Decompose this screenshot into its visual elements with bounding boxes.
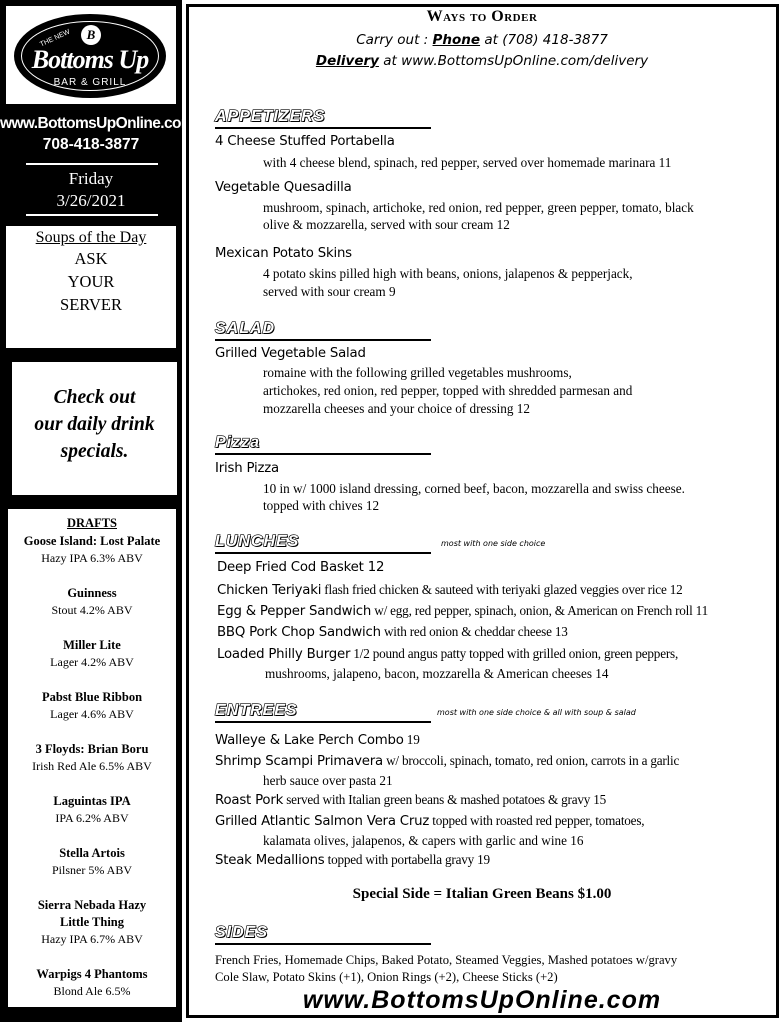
section-note: most with one side choice & all with soup & salad	[437, 708, 636, 717]
item-desc: topped with portabella gravy 19	[324, 852, 490, 867]
item-desc: mushroom, spinach, artichoke, red onion, red pepper, green pepper, tomato, black	[263, 200, 694, 215]
section-rule	[215, 721, 431, 723]
item-name: BBQ Pork Chop Sandwich	[217, 625, 381, 640]
item-desc: with red onion & cheddar cheese 13	[380, 624, 568, 639]
menu-item	[217, 624, 568, 640]
divider	[26, 214, 158, 216]
logo-subtitle: BAR & GRILL	[53, 77, 127, 88]
soups-title: Soups of the Day	[35, 229, 147, 246]
logo	[14, 14, 166, 98]
draft-name: Miller Lite	[63, 638, 121, 652]
item-desc: artichokes, red onion, red pepper, topped with shredded parmesan and	[263, 383, 633, 398]
item-desc: served with Italian green beans & mashed potatoes & gravy 15	[283, 792, 607, 807]
draft-item	[8, 966, 176, 1000]
sides-line: French Fries, Homemade Chips, Baked Potato, Steamed Veggies, Mashed potatoes w/gravy	[215, 953, 678, 967]
draft-style: Blond Ale 6.5%	[53, 984, 131, 998]
delivery-link[interactable]: at www.BottomsUpOnline.com/delivery	[378, 53, 649, 69]
left-sidebar	[0, 0, 195, 1022]
section-salad	[215, 320, 435, 342]
menu-item	[215, 792, 606, 808]
draft-style: Irish Red Ale 6.5% ABV	[32, 759, 152, 773]
menu-date: 3/26/2021	[56, 191, 126, 210]
menu-item: Vegetable Quesadilla	[215, 180, 352, 195]
section-rule	[215, 339, 431, 341]
carry-out-prefix: Carry out :	[356, 32, 433, 48]
item-desc: 10 in w/ 1000 island dressing, corned beef, bacon, mozzarella and swiss cheese.	[263, 481, 685, 496]
menu-item: Grilled Vegetable Salad	[215, 346, 366, 361]
delivery-label: Delivery	[315, 53, 379, 69]
soups-line: ASK	[74, 249, 108, 268]
menu-item	[215, 852, 490, 868]
special-side: Special Side = Italian Green Beans $1.00	[352, 886, 612, 902]
draft-name: Warpigs 4 Phantoms	[36, 967, 148, 981]
specials-line: our daily drink	[34, 414, 155, 435]
footer-website-link[interactable]: www.BottomsUpOnline.com	[302, 986, 662, 1014]
draft-style: Stout 4.2% ABV	[51, 603, 133, 617]
menu-item: Irish Pizza	[215, 461, 279, 476]
draft-item	[8, 637, 176, 671]
logo-the-new: THE NEW	[39, 28, 72, 49]
item-desc: herb sauce over pasta 21	[263, 773, 393, 788]
draft-style: Pilsner 5% ABV	[51, 863, 132, 877]
draft-name: Laguintas IPA	[53, 794, 131, 808]
menu-item	[215, 753, 679, 769]
item-desc: served with sour cream 9	[263, 284, 396, 299]
menu-item	[217, 582, 683, 598]
draft-name: Stella Artois	[59, 846, 125, 860]
section-label: LUNCHES	[215, 533, 300, 550]
soups-line: YOUR	[67, 272, 115, 291]
carry-out-phone-label: Phone	[432, 32, 481, 48]
menu-main	[182, 0, 782, 1022]
menu-item: 4 Cheese Stuffed Portabella	[215, 134, 395, 149]
draft-item	[8, 897, 176, 948]
section-rule	[215, 453, 431, 455]
draft-name-line2: Little Thing	[59, 915, 125, 929]
draft-style: Hazy IPA 6.3% ABV	[41, 551, 143, 565]
item-desc: 4 potato skins pilled high with beans, onions, jalapenos & pepperjack,	[263, 266, 633, 281]
menu-item	[215, 813, 644, 829]
menu-item	[217, 603, 708, 619]
carry-out-line	[182, 32, 782, 48]
draft-item	[8, 741, 176, 775]
section-note: most with one side choice	[441, 539, 546, 548]
menu-item	[217, 646, 678, 662]
section-entrees	[215, 702, 675, 724]
specials-line: Check out	[53, 387, 136, 408]
section-label: SIDES	[215, 924, 269, 941]
menu-day: Friday	[68, 169, 114, 188]
drink-specials-panel	[12, 362, 177, 495]
draft-item	[8, 845, 176, 879]
item-desc: mushrooms, jalapeno, bacon, mozzarella & American cheeses 14	[265, 666, 609, 681]
section-sides	[215, 924, 435, 946]
menu-item: Deep Fried Cod Basket 12	[217, 560, 385, 575]
drafts-title: DRAFTS	[66, 516, 117, 530]
item-name: Walleye & Lake Perch Combo	[215, 733, 404, 748]
item-name: Roast Pork	[215, 793, 284, 808]
item-desc: olive & mozzarella, served with sour cream 12	[263, 217, 510, 232]
section-label: SALAD	[215, 320, 276, 337]
item-desc: w/ broccoli, spinach, tomato, red onion, carrots in a garlic	[382, 753, 680, 768]
draft-style: Hazy IPA 6.7% ABV	[41, 932, 143, 946]
draft-item	[8, 585, 176, 619]
item-desc: flash fried chicken & sauteed with teriyaki glazed veggies over rice 12	[321, 582, 683, 597]
item-name: Egg & Pepper Sandwich	[217, 604, 372, 619]
left-phone: 708-418-3877	[42, 136, 140, 153]
item-desc: topped with roasted red pepper, tomatoes,	[429, 813, 645, 828]
draft-name: Sierra Nebada Hazy	[37, 898, 147, 912]
left-website[interactable]: www.BottomsUpOnline.com	[0, 115, 195, 132]
draft-name: Goose Island: Lost Palate	[23, 534, 161, 548]
draft-item	[8, 689, 176, 723]
item-name: Loaded Philly Burger	[217, 647, 351, 662]
draft-style: IPA 6.2% ABV	[55, 811, 129, 825]
logo-name: Bottoms Up	[31, 45, 149, 74]
ways-to-order-title: Ways to Order	[426, 8, 538, 25]
section-rule	[215, 943, 431, 945]
item-desc: kalamata olives, jalapenos, & capers with garlic and wine 16	[263, 833, 584, 848]
section-label: Pizza	[215, 434, 261, 451]
section-rule	[215, 127, 431, 129]
item-name: Grilled Atlantic Salmon Vera Cruz	[215, 814, 430, 829]
item-name: Steak Medallions	[215, 853, 325, 868]
section-rule	[215, 552, 431, 554]
section-pizza	[215, 434, 435, 456]
draft-style: Lager 4.2% ABV	[50, 655, 134, 669]
logo-panel	[6, 6, 176, 104]
draft-style: Lager 4.6% ABV	[50, 707, 134, 721]
delivery-line	[182, 53, 782, 69]
soups-panel	[6, 226, 176, 348]
logo-b-badge: B	[81, 25, 101, 45]
section-label: APPETIZERS	[215, 108, 326, 125]
draft-name: Pabst Blue Ribbon	[41, 690, 143, 704]
divider	[26, 163, 158, 165]
carry-out-number[interactable]: at (708) 418-3877	[480, 32, 608, 48]
menu-item: Mexican Potato Skins	[215, 246, 352, 261]
item-desc: romaine with the following grilled vegetables mushrooms,	[263, 365, 572, 380]
draft-item	[8, 793, 176, 827]
item-desc: 19	[403, 732, 420, 747]
section-label: ENTREES	[215, 702, 298, 719]
specials-line: specials.	[60, 441, 129, 462]
section-appetizers	[215, 108, 435, 130]
item-desc: with 4 cheese blend, spinach, red pepper, served over homemade marinara 11	[263, 155, 672, 170]
menu-item	[215, 732, 420, 748]
sides-line: Cole Slaw, Potato Skins (+1), Onion Rings (+2), Cheese Sticks (+2)	[215, 970, 558, 984]
draft-name: Guinness	[67, 586, 117, 600]
draft-name: 3 Floyds: Brian Boru	[35, 742, 149, 756]
item-desc: mozzarella cheeses and your choice of dressing 12	[263, 401, 530, 416]
item-name: Chicken Teriyaki	[217, 583, 322, 598]
item-desc: 1/2 pound angus patty topped with grilled onion, green peppers,	[350, 646, 679, 661]
item-desc: topped with chives 12	[263, 498, 380, 513]
draft-item	[8, 533, 176, 567]
section-lunches	[215, 533, 575, 555]
drafts-panel	[8, 509, 176, 1007]
item-desc: w/ egg, red pepper, spinach, onion, & American on French roll 11	[371, 603, 708, 618]
soups-line: SERVER	[60, 295, 122, 314]
sides-list	[215, 952, 677, 986]
item-name: Shrimp Scampi Primavera	[215, 754, 383, 769]
